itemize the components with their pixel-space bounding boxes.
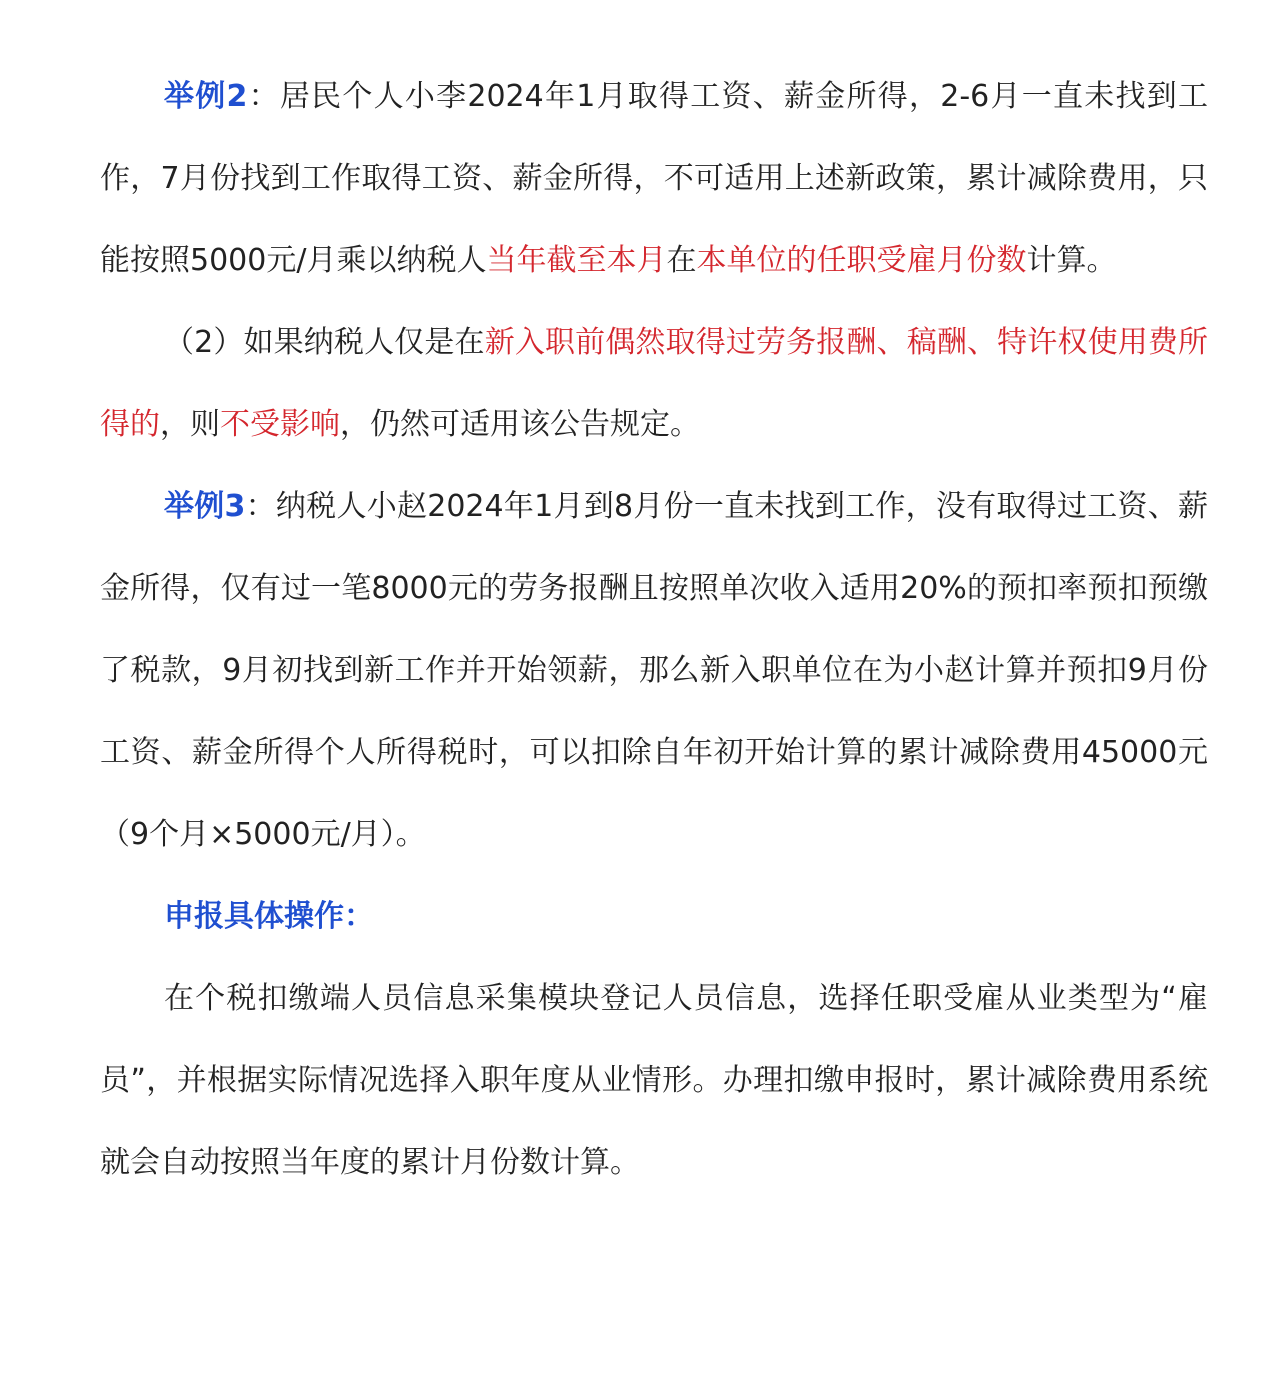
example-2-paragraph: [100, 56, 1208, 302]
example-3-text: ：纳税人小赵2024年1月到8月份一直未找到工作，没有取得过工资、薪金所得，仅有过一笔8000元的劳务报酬且按照单次收入适用20%的预扣率预扣预缴了税款，9月初找到新工作并开始领薪，那么新入职单位在为小赵计算并预扣9月份工资、薪金所得个人所得税时，可以扣除自年初开始计算的累计减除费用45000元（9个月×5000元/月）。: [100, 489, 1208, 852]
point-2-text-then: ，则: [160, 407, 220, 442]
example-2-label: 举例2: [164, 79, 248, 114]
example-2-highlight-period: 当年截至本月: [486, 243, 667, 278]
example-3-paragraph: [100, 466, 1208, 876]
point-2-text-end: ，仍然可适用该公告规定。: [340, 407, 700, 442]
example-2-text: ：居民个人小李2024年1月取得工资、薪金所得，2-6月一直未找到工作，7月份找到工作取得工资、薪金所得，不可适用上述新政策，累计减除费用，只能按照5000元/月乘以纳税人: [100, 79, 1208, 278]
example-3-label: 举例3: [164, 489, 246, 524]
operation-heading: 申报具体操作：: [164, 899, 374, 934]
point-2-text: （2）如果纳税人仅是在: [164, 325, 485, 360]
operation-text: 在个税扣缴端人员信息采集模块登记人员信息，选择任职受雇从业类型为“雇员”，并根据实际情况选择入职年度从业情形。办理扣缴申报时，累计减除费用系统就会自动按照当年度的累计月份数计算。: [100, 981, 1208, 1180]
operation-paragraph: [100, 958, 1208, 1204]
point-2-highlight-income: 新入职前偶然取得过劳务报酬、稿酬、特许权使用费所得的: [100, 325, 1209, 442]
example-2-highlight-months: 本单位的任职受雇月份数: [696, 243, 1027, 278]
example-2-text-end: 计算。: [1026, 243, 1117, 278]
point-2-paragraph: [100, 302, 1208, 466]
example-2-text-at: 在: [666, 243, 697, 278]
point-2-highlight-unaffected: 不受影响: [220, 407, 340, 442]
